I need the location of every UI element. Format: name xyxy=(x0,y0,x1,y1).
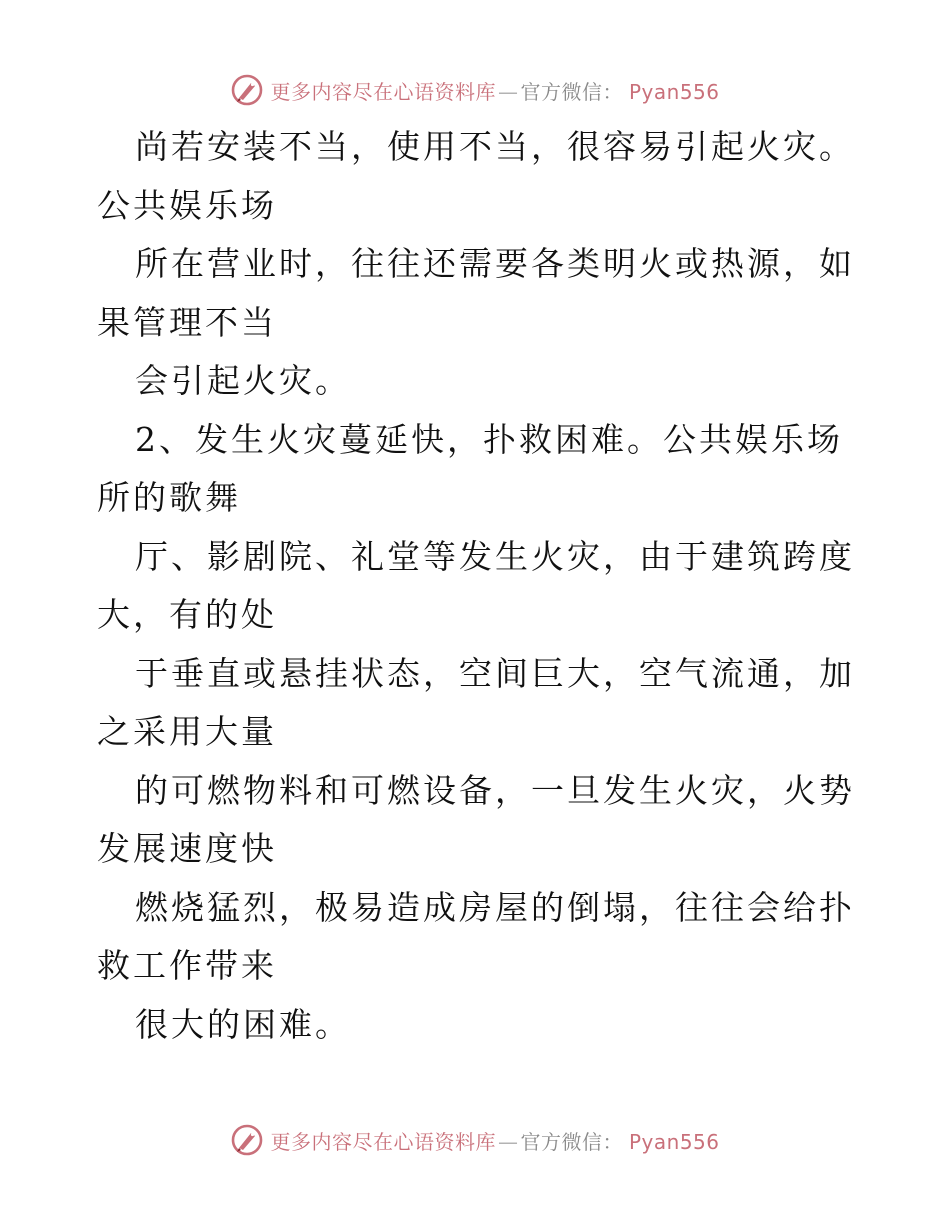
banner-brand-text: 更多内容尽在心语资料库 xyxy=(270,79,496,104)
paragraph: 2、发生火灾蔓延快，扑救困难。公共娱乐场所的歌舞 xyxy=(97,419,843,517)
banner-dash: — xyxy=(497,79,519,104)
banner-text xyxy=(270,76,719,105)
paragraph: 很大的困难。 xyxy=(135,1004,351,1044)
pen-logo-icon xyxy=(230,1123,264,1157)
banner-brand-text: 更多内容尽在心语资料库 xyxy=(270,1129,496,1154)
footer-banner xyxy=(0,1122,950,1158)
banner-text xyxy=(270,1126,719,1155)
paragraph: 会引起火灾。 xyxy=(135,361,351,400)
paragraph: 所在营业时，往往还需要各类明火或热源，如果管理不当 xyxy=(97,244,855,342)
pen-logo-icon xyxy=(230,73,264,107)
paragraph: 的可燃物料和可燃设备，一旦发生火灾，火势发展速度快 xyxy=(97,770,855,868)
document-body xyxy=(97,118,857,1054)
paragraph: 厅、影剧院、礼堂等发生火灾，由于建筑跨度大，有的处 xyxy=(97,536,855,634)
header-banner xyxy=(0,72,950,108)
paragraph: 尚若安装不当，使用不当，很容易引起火灾。公共娱乐场 xyxy=(97,127,855,225)
banner-wechat-id: Pyan556 xyxy=(628,1129,720,1154)
banner-dash: — xyxy=(497,1129,519,1154)
banner-official-label: 官方微信： xyxy=(520,79,623,104)
banner-wechat-id: Pyan556 xyxy=(628,79,720,104)
banner-official-label: 官方微信： xyxy=(520,1129,623,1154)
paragraph: 燃烧猛烈，极易造成房屋的倒塌，往往会给扑救工作带来 xyxy=(97,887,855,985)
paragraph: 于垂直或悬挂状态，空间巨大，空气流通，加之采用大量 xyxy=(97,653,855,751)
